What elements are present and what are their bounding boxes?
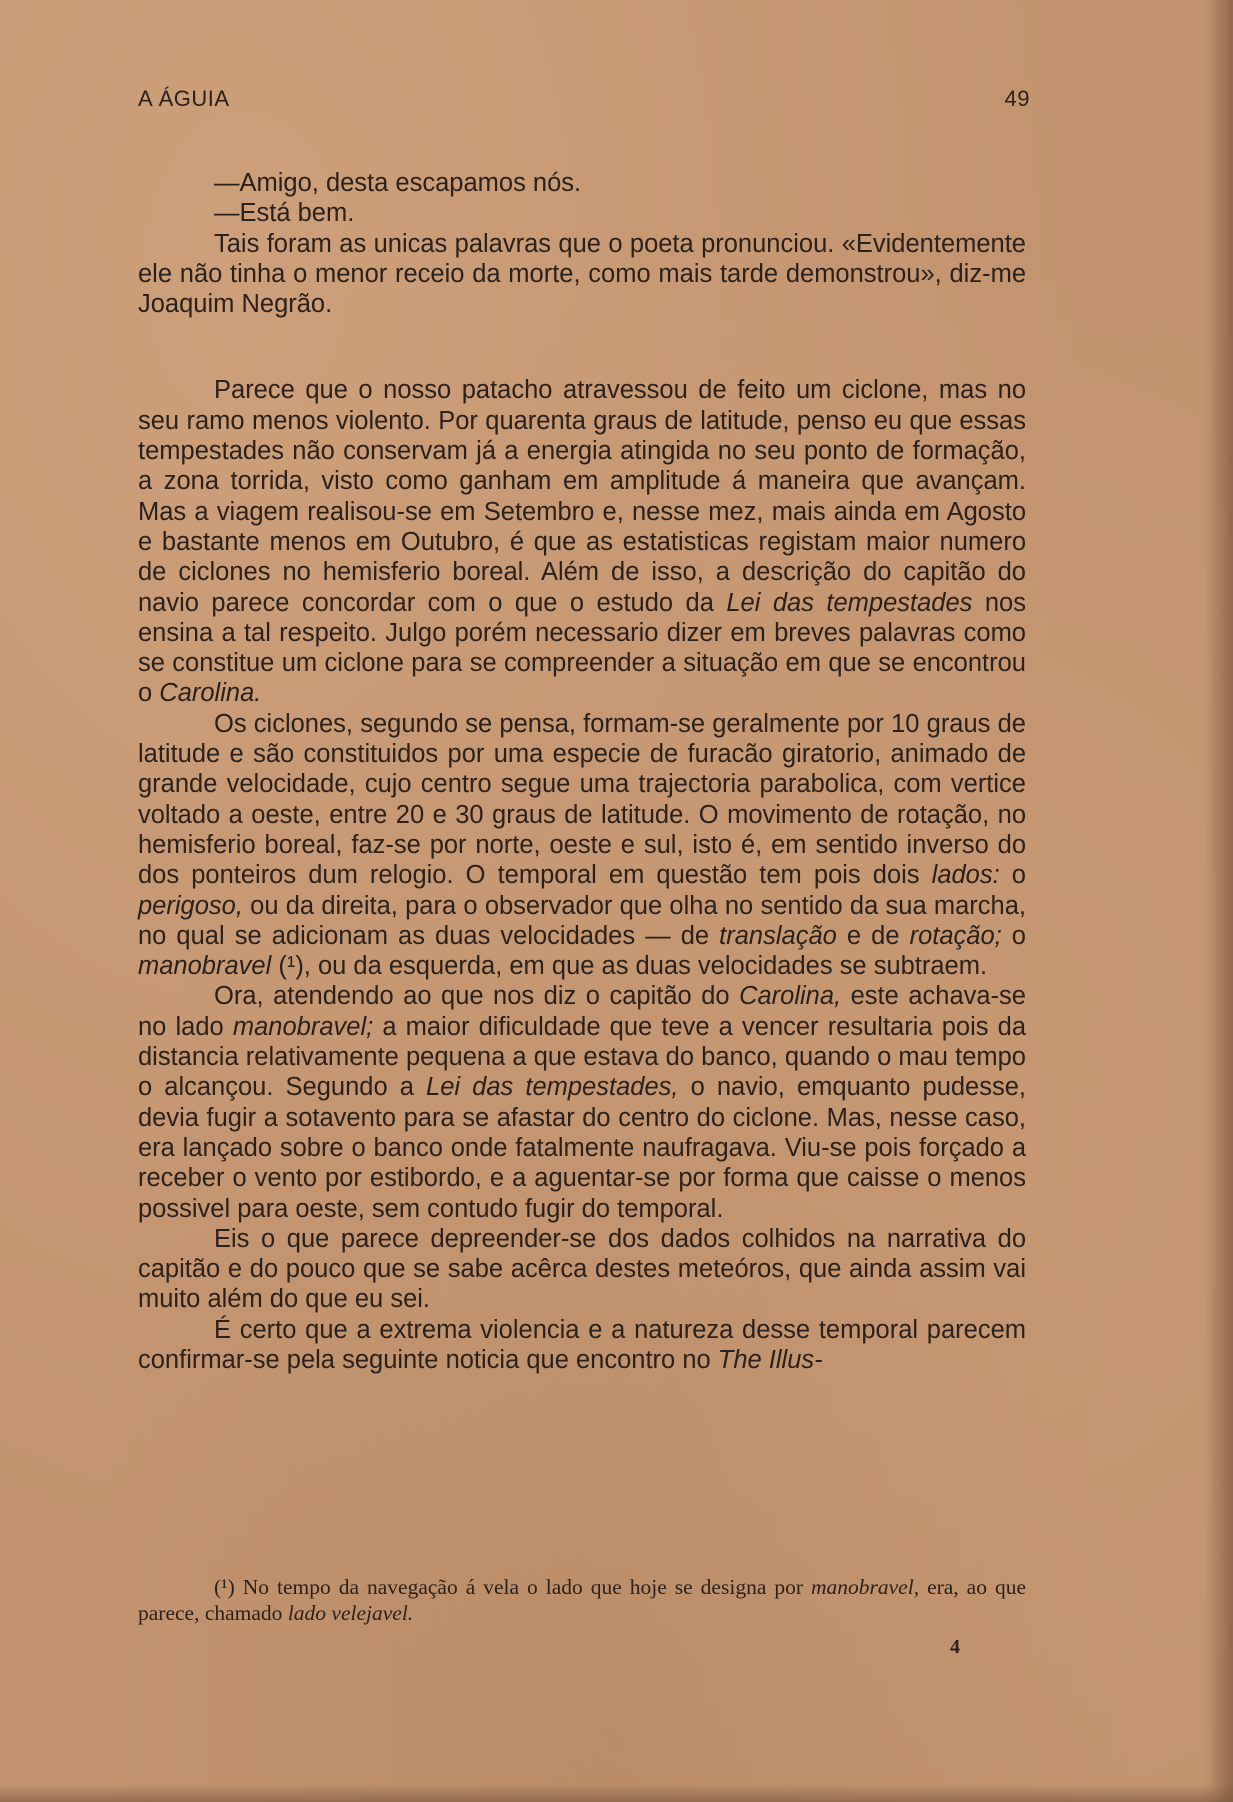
paragraph: —Está bem. (214, 199, 355, 228)
ship-name: Carolina. (159, 679, 262, 708)
paragraph: Os ciclones, segundo se pensa, formam-se geralmente por 10 graus de latitude e são constituidos por uma especie de furacão giratorio, animado de grande velocidade, cujo centro segue uma trajectoria parabolica, com vertice voltado a oeste, entre 20 e 30 graus de latitude. O movimento de rotação, no hemisferio boreal, faz-se por norte, oeste e sul, isto é, em sentido inverso do dos ponteiros dum relogio. O temporal em questão tem pois dois lados: o perigoso, ou da direita, para o observador que olha no sentido da sua marcha, no qual se adicionam as duas velocidades — de translação e de rotação; o manobravel (¹), ou da esquerda, em que as duas velocidades se subtraem. (138, 709, 1026, 981)
paragraph: Ora, atendendo ao que nos diz o capitão do Carolina, este achava-se no lado manobravel; a maior dificuldade que teve a vencer resultaria pois da distancia relativamente pequena a que estava do banco, quando o mau tempo o alcançou. Segundo a Lei das tempestades, o navio, emquanto pudesse, devia fugir a sotavento para se afastar do centro do ciclone. Mas, nesse caso, era lançado sobre o banco onde fatalmente naufragava. Viu-se pois forçado a receber o vento por estibordo, e a aguentar-se por forma que caisse o menos possivel para oeste, sem contudo fugir do temporal. (138, 982, 1027, 1223)
paragraph: Tais foram as unicas palavras que o poeta pronunciou. «Evidentemente ele não tinha o menor receio da morte, como mais tarde demonstrou», diz-me Joaquim Negrão. (138, 229, 1026, 319)
italic-term: Lei das tempestades (726, 588, 973, 617)
running-title: A ÁGUIA (138, 86, 230, 111)
footnote: (¹) No tempo da navegação á vela o lado que hoje se designa por manobravel, era, ao que parece, chamado lado velejavel. (138, 1575, 1026, 1625)
footnote-reference: (¹), ou da esquerda, em que as duas velocidades se subtraem. (271, 952, 988, 981)
paragraph: —Amigo, desta escapamos nós. (214, 169, 582, 197)
page-number: 49 (1004, 86, 1030, 111)
page-edge-shadow (1205, 0, 1233, 1802)
paragraph: Parece que o nosso patacho atravessou de feito um ciclone, mas no seu ramo menos violento. Por quarenta graus de latitude, penso eu que essas tempestades não conservam já a energia atingida no seu ponto de formação, a zona torrida, visto como ganham em amplitude á maneira que avançam. Mas a viagem realisou-se em Setembro e, nesse mez, mais ainda em Agosto e bastante menos em Outubro, é que as estatisticas registam maior numero de ciclones no hemisferio boreal. Além de isso, a descrição do capitão do navio parece concordar com o que o estudo da Lei das tempestades nos ensina a tal respeito. Julgo porém necessario dizer em breves palavras como se constitue um ciclone para se compreender a situação em que se encontrou o Carolina. (138, 376, 1026, 708)
paragraph: É certo que a extrema violencia e a natureza desse temporal parecem confirmar-se pela seguinte noticia que encontro no The Illus- (138, 1315, 1026, 1374)
signature-mark: 4 (950, 1636, 960, 1658)
page-header (138, 86, 1030, 116)
page-bottom-shadow (0, 1784, 1233, 1802)
paragraph: Eis o que parece depreender-se dos dados colhidos na narrativa do capitão e do pouco que se sabe acêrca destes meteóros, que ainda assim vai muito além do que eu sei. (138, 1224, 1026, 1314)
body-text (138, 168, 1026, 1375)
footnote-marker: (¹) (214, 1575, 235, 1599)
